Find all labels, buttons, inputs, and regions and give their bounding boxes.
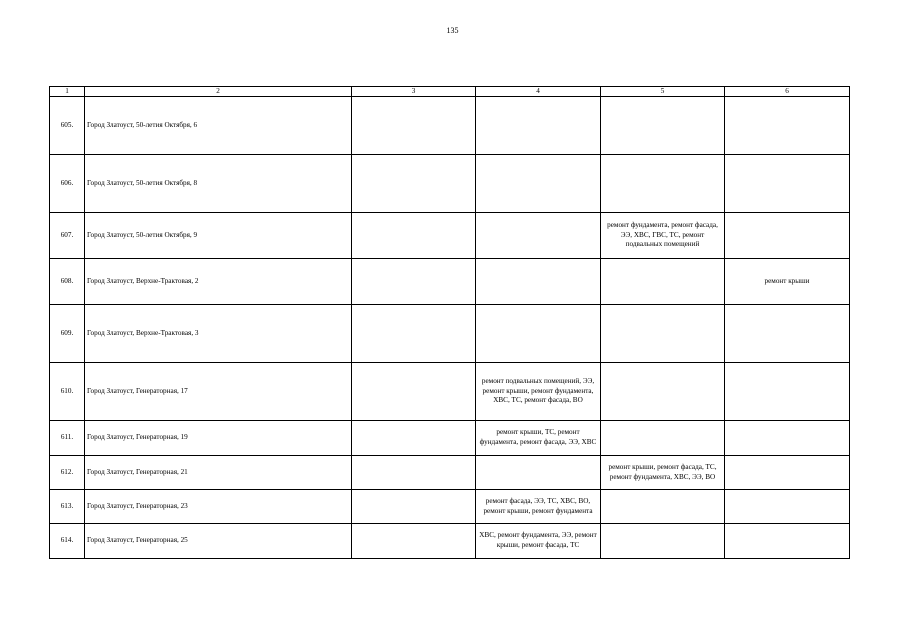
address-cell: Город Златоуст, Генераторная, 23: [85, 490, 352, 524]
cell-col-6: [725, 155, 850, 213]
table-row: [50, 305, 850, 363]
address-cell: Город Златоуст, Генераторная, 17: [85, 363, 352, 421]
cell-col-5: [601, 524, 725, 559]
cell-col-6: [725, 490, 850, 524]
cell-col-3: [352, 259, 476, 305]
table-row: [50, 213, 850, 259]
table-row: [50, 524, 850, 559]
cell-col-3: [352, 213, 476, 259]
cell-col-5: [601, 421, 725, 456]
cell-col-5: [601, 363, 725, 421]
table-row: [50, 363, 850, 421]
cell-col-6: [725, 421, 850, 456]
column-header-6: 6: [725, 87, 850, 97]
address-cell: Город Златоуст, 50-летия Октября, 9: [85, 213, 352, 259]
cell-col-3: [352, 155, 476, 213]
cell-col-5: [601, 97, 725, 155]
cell-col-6: ремонт крыши: [725, 259, 850, 305]
cell-col-3: [352, 97, 476, 155]
cell-col-6: [725, 97, 850, 155]
cell-col-5: [601, 259, 725, 305]
address-cell: Город Златоуст, 50-летия Октября, 8: [85, 155, 352, 213]
row-number: 606.: [50, 155, 85, 213]
cell-col-5: ремонт фундамента, ремонт фасада, ЭЭ, ХВС, ГВС, ТС, ремонт подвальных помещений: [601, 213, 725, 259]
cell-col-5: [601, 155, 725, 213]
cell-col-4: [476, 456, 601, 490]
cell-col-4: [476, 213, 601, 259]
page-number: 135: [446, 26, 459, 35]
table-row: [50, 421, 850, 456]
cell-col-6: [725, 363, 850, 421]
cell-col-6: [725, 524, 850, 559]
repair-schedule-table: [49, 86, 850, 559]
cell-col-4: [476, 259, 601, 305]
address-cell: Город Златоуст, Верхне-Трактовая, 3: [85, 305, 352, 363]
address-cell: Город Златоуст, Генераторная, 25: [85, 524, 352, 559]
cell-col-6: [725, 213, 850, 259]
column-header-5: 5: [601, 87, 725, 97]
row-number: 610.: [50, 363, 85, 421]
cell-col-4: [476, 97, 601, 155]
cell-col-3: [352, 456, 476, 490]
row-number: 609.: [50, 305, 85, 363]
address-cell: Город Златоуст, Верхне-Трактовая, 2: [85, 259, 352, 305]
column-header-2: 2: [85, 87, 352, 97]
cell-col-3: [352, 524, 476, 559]
cell-col-5: [601, 490, 725, 524]
table-row: [50, 259, 850, 305]
table-row: [50, 490, 850, 524]
cell-col-6: [725, 456, 850, 490]
cell-col-3: [352, 421, 476, 456]
address-cell: Город Златоуст, Генераторная, 19: [85, 421, 352, 456]
row-number: 614.: [50, 524, 85, 559]
cell-col-3: [352, 490, 476, 524]
row-number: 612.: [50, 456, 85, 490]
cell-col-6: [725, 305, 850, 363]
cell-col-4: ремонт фасада, ЭЭ, ТС, ХВС, ВО, ремонт крыши, ремонт фундамента: [476, 490, 601, 524]
cell-col-5: ремонт крыши, ремонт фасада, ТС, ремонт фундамента, ХВС, ЭЭ, ВО: [601, 456, 725, 490]
address-cell: Город Златоуст, 50-летия Октября, 6: [85, 97, 352, 155]
row-number: 611.: [50, 421, 85, 456]
row-number: 605.: [50, 97, 85, 155]
address-cell: Город Златоуст, Генераторная, 21: [85, 456, 352, 490]
row-number: 607.: [50, 213, 85, 259]
column-header-4: 4: [476, 87, 601, 97]
cell-col-4: ремонт крыши, ТС, ремонт фундамента, ремонт фасада, ЭЭ, ХВС: [476, 421, 601, 456]
column-header-1: 1: [50, 87, 85, 97]
cell-col-4: [476, 305, 601, 363]
row-number: 608.: [50, 259, 85, 305]
table-row: [50, 155, 850, 213]
header-row: [50, 87, 850, 97]
cell-col-4: ХВС, ремонт фундамента, ЭЭ, ремонт крыши, ремонт фасада, ТС: [476, 524, 601, 559]
cell-col-5: [601, 305, 725, 363]
table-row: [50, 456, 850, 490]
cell-col-4: [476, 155, 601, 213]
row-number: 613.: [50, 490, 85, 524]
column-header-3: 3: [352, 87, 476, 97]
cell-col-4: ремонт подвальных помещений, ЭЭ, ремонт крыши, ремонт фундамента, ХВС, ТС, ремонт фасада, ВО: [476, 363, 601, 421]
cell-col-3: [352, 363, 476, 421]
cell-col-3: [352, 305, 476, 363]
table-row: [50, 97, 850, 155]
